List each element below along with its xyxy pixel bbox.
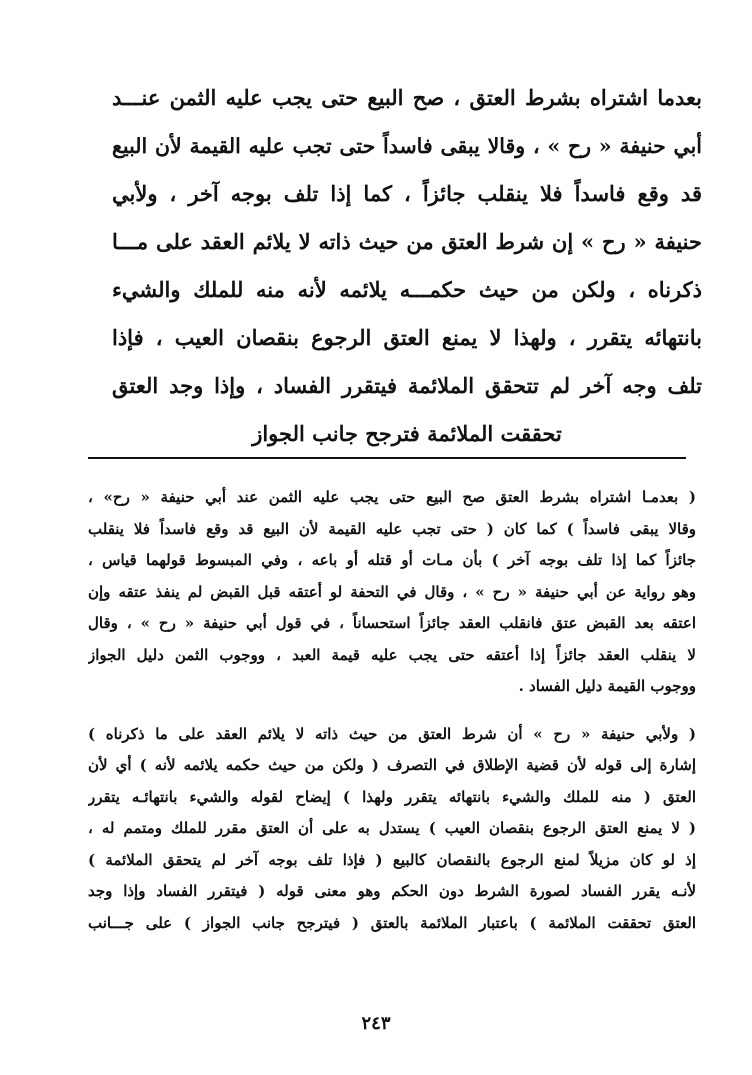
page-number: ٢٤٣ <box>361 1013 391 1034</box>
commentary-block <box>88 482 696 939</box>
commentary-paragraph <box>88 719 696 940</box>
commentary-line: لا ينقلب العقد جائزاً إذا أعتقه حتى يجب عليه قيمة العبد ، ووجوب الثمن دليل الجواز <box>88 645 696 664</box>
commentary-line: وقالا يبقى فاسداً ) كما كان ( حتى تجب عليه القيمة لأن البيع قد وقع فاسداً فلا ينقلب <box>88 519 696 538</box>
commentary-line: وهو رواية عن أبي حنيفة « رح » ، وقال في التحفة لو أعتقه قبل القبض لم ينفذ عتقه وإن <box>88 582 696 601</box>
section-divider <box>88 457 686 459</box>
commentary-line: العتق ( منه للملك والشيء بانتهائه يتقرر ولهذا ) إيضاح لقوله والشيء بانتهائـه يتقرر <box>88 787 696 806</box>
commentary-line: اعتقه بعد القبض عتق فانقلب العقد جائزاً استحساناً ، في قول أبي حنيفة « رح » ، وقال <box>88 614 696 632</box>
main-text-line: بعدما اشتراه بشرط العتق ، صح البيع حتى يجب عليه الثمن عنـــد <box>112 85 702 110</box>
commentary-paragraph <box>88 482 696 703</box>
main-text-line: ذكرناه ، ولكن من حيث حكمـــه يلائمه لأنه منه للملك والشيء <box>112 277 702 302</box>
paragraph-gap <box>88 703 696 719</box>
commentary-line: إشارة إلى قوله لأن قضية الإطلاق في التصرف ( ولكن من حيث حكمه يلائمه لأنه ) أي لأن <box>88 756 696 774</box>
commentary-line: إذ لو كان مزيلاً لمنع الرجوع بالنقصان كالبيع ( فإذا تلف بوجه آخر لم يتحقق الملائمة ) <box>88 850 696 869</box>
main-text-line: أبي حنيفة « رح » ، وقالا يبقى فاسداً حتى تجب عليه القيمة لأن البيع <box>112 134 702 158</box>
commentary-line: ( لا يمنع العتق الرجوع بنقصان العيب ) يستدل به على أن العتق مقرر للملك ومتمم له ، <box>88 819 696 837</box>
commentary-line: العتق تحققت الملائمة ) باعتبار الملائمة بالعتق ( فيترجح جانب الجواز ) على جـــانب <box>88 913 696 932</box>
commentary-line: ( ولأبي حنيفة « رح » أن شرط العتق من حيث ذاته لا يلائم العقد على ما ذكرناه ) <box>88 724 696 743</box>
commentary-line: ( بعدمـا اشتراه بشرط العتق صح البيع حتى يجب عليه الثمن عند أبي حنيفة « رح» ، <box>88 488 696 506</box>
main-text-block <box>112 74 702 458</box>
main-text-line: حنيفة « رح » إن شرط العتق من حيث ذاته لا يلائم العقد على مـــا <box>112 229 702 254</box>
main-text-line: قد وقع فاسداً فلا ينقلب جائزاً ، كما إذا تلف بوجه آخر ، ولأبي <box>112 181 702 206</box>
main-text-line: تحققت الملائمة فترجح جانب الجواز <box>252 421 562 446</box>
main-text-line: تلف وجه آخر لم تتحقق الملائمة فيتقرر الفساد ، وإذا وجد العتق <box>112 373 702 398</box>
commentary-line: ووجوب القيمة دليل الفساد . <box>518 677 696 695</box>
commentary-line: جائزاً كما إذا تلف بوجه آخر ) بأن مـات أو قتله أو باعه ، وفي المبسوط قولهما قياس ، <box>88 551 696 569</box>
main-text-line: بانتهائه يتقرر ، ولهذا لا يمنع العتق الرجوع بنقصان العيب ، فإذا <box>112 325 702 350</box>
commentary-line: لأنـه يقرر الفساد لصورة الشرط دون الحكم وهو معنى قوله ( فيتقرر الفساد وإذا وجد <box>88 882 696 900</box>
